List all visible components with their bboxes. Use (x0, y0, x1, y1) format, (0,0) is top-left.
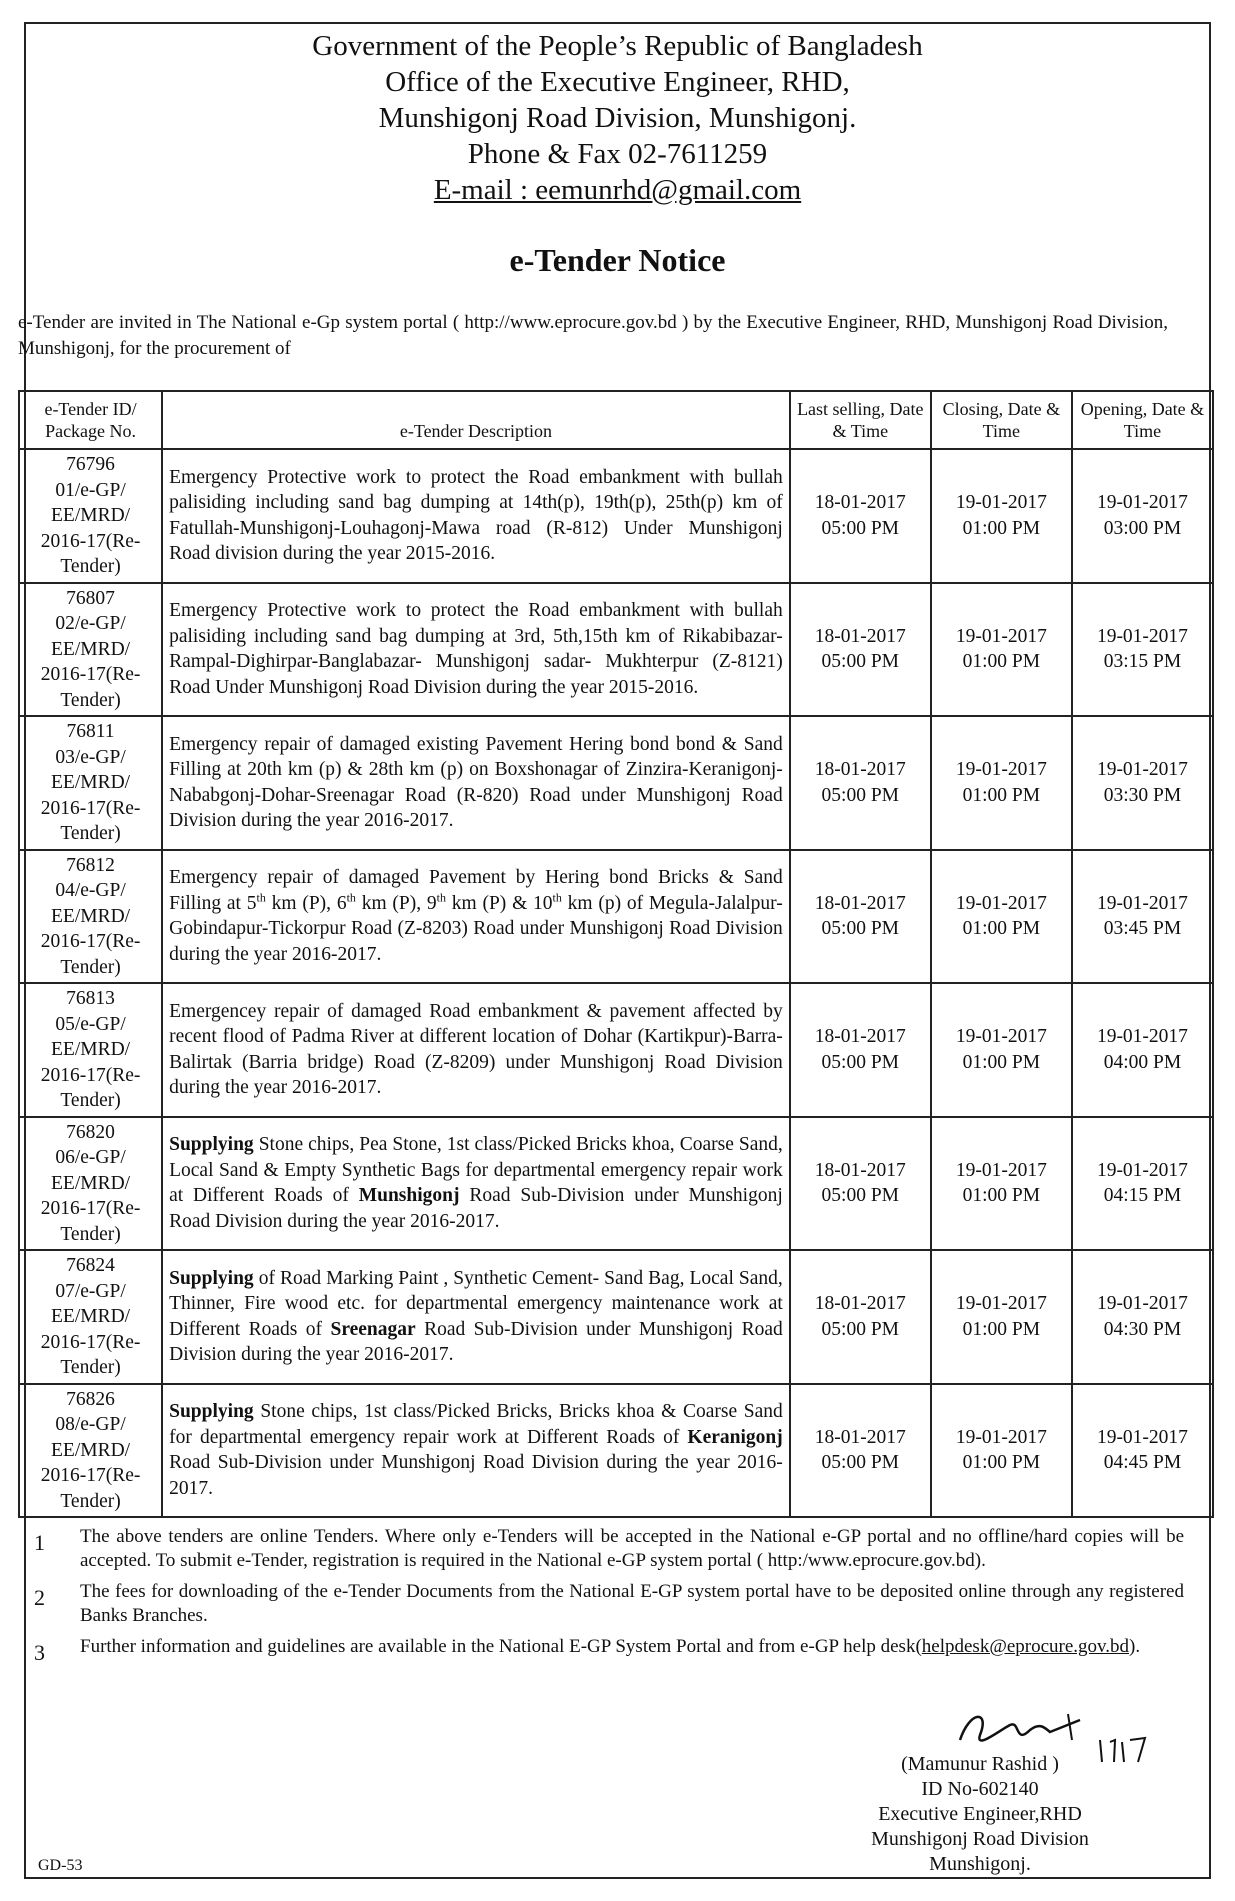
tender-id: 76826 (66, 1388, 115, 1410)
closing-cell (931, 716, 1072, 850)
time: 04:45 PM (1103, 1452, 1182, 1474)
footer-code: GD-53 (38, 1857, 83, 1874)
package-no: 2016-17(Re- (40, 1465, 141, 1486)
package-no: EE/MRD/ (51, 905, 131, 927)
package-no: EE/MRD/ (51, 1439, 131, 1461)
table-row (19, 449, 1213, 583)
date: 18-01-2017 (814, 1293, 906, 1315)
package-no: Tender) (60, 1357, 121, 1378)
date: 19-01-2017 (1096, 625, 1188, 647)
opening-cell (1072, 716, 1213, 850)
package-no: 06/e-GP/ (55, 1147, 126, 1168)
tender-id: 76811 (66, 721, 115, 742)
date: 19-01-2017 (955, 759, 1047, 781)
desc-part: of Road Marking Paint , Synthetic Cement- Sand Bag, Local Sand, Thinner, Fire wood etc. for departmental emergency maintenance work at Different Roads of (169, 1267, 783, 1340)
note-item (34, 1580, 1184, 1628)
package-no: 2016-17(Re- (40, 1064, 141, 1086)
opening-cell (1072, 983, 1213, 1117)
closing-cell (931, 850, 1072, 984)
package-no: EE/MRD/ (51, 1039, 131, 1060)
time: 01:00 PM (962, 651, 1041, 673)
note-text-part: Further information and guidelines are available in the National E-GP System Portal and from e-GP help desk( (80, 1636, 922, 1657)
note-text: The fees for downloading of the e-Tender Documents from the National E-GP system portal have to be deposited online through any registered Banks Branches. (80, 1581, 1184, 1626)
package-no: EE/MRD/ (51, 1172, 131, 1194)
notes-list (34, 1525, 1184, 1672)
desc-part: Road Sub-Division under Munshigonj Road Division during the year 2016-2017. (169, 1318, 783, 1366)
package-no: EE/MRD/ (51, 1306, 131, 1327)
last-selling-cell (790, 449, 931, 583)
package-no: Tender) (60, 689, 121, 711)
date: 19-01-2017 (955, 492, 1047, 514)
note-text (80, 1635, 1184, 1665)
desc-bold: Supplying (169, 1267, 254, 1289)
signer-designation: Executive Engineer,RHD (878, 1803, 1082, 1825)
date: 19-01-2017 (1096, 1026, 1188, 1048)
opening-cell (1072, 1117, 1213, 1251)
desc-bold: Munshigonj (358, 1185, 460, 1207)
package-no: 03/e-GP/ (55, 746, 126, 768)
desc-part: km (P), 9 (355, 892, 437, 914)
closing-cell (931, 983, 1072, 1117)
date: 19-01-2017 (1096, 1293, 1188, 1315)
package-no: 2016-17(Re- (40, 530, 141, 552)
page-title: e-Tender Notice (509, 242, 726, 278)
package-no: Tender) (60, 1223, 121, 1245)
desc-bold: Supplying (169, 1134, 254, 1156)
package-no: 2016-17(Re- (40, 931, 141, 952)
time: 01:00 PM (962, 1318, 1041, 1340)
header-last-selling: Last selling, Date & Time (790, 391, 931, 449)
desc-part: Road Sub-Division under Munshigonj Road Division during the year 2016-2017. (169, 1452, 783, 1499)
date: 18-01-2017 (814, 1026, 906, 1048)
time: 05:00 PM (821, 651, 900, 673)
helpdesk-email-link[interactable]: helpdesk@eprocure.gov.bd (921, 1636, 1130, 1657)
table-row (19, 1384, 1213, 1518)
package-no: Tender) (60, 556, 121, 577)
signer-division: Munshigonj Road Division (871, 1828, 1089, 1850)
date: 18-01-2017 (814, 625, 906, 647)
time: 01:00 PM (962, 1185, 1041, 1207)
tender-description (162, 1250, 790, 1384)
date: 19-01-2017 (955, 1426, 1047, 1448)
desc-part: km (P), 6 (265, 892, 347, 914)
time: 01:00 PM (962, 517, 1041, 539)
last-selling-cell (790, 1117, 931, 1251)
signer-place: Munshigonj. (929, 1853, 1031, 1875)
header-division: Munshigonj Road Division, Munshigonj. (378, 102, 857, 134)
ordinal-suffix: th (552, 890, 562, 905)
tender-id-cell (19, 1117, 162, 1251)
header-closing: Closing, Date & Time (931, 391, 1072, 449)
tender-description (162, 850, 790, 984)
package-no: 2016-17(Re- (40, 1331, 141, 1353)
tender-id: 76807 (66, 587, 115, 609)
date: 19-01-2017 (955, 1159, 1047, 1181)
ordinal-suffix: th (346, 890, 356, 905)
signer-id: ID No-602140 (921, 1778, 1039, 1800)
ordinal-suffix: th (256, 890, 266, 905)
closing-cell (931, 449, 1072, 583)
package-no: EE/MRD/ (51, 638, 131, 660)
time: 05:00 PM (821, 784, 900, 806)
time: 01:00 PM (962, 1452, 1041, 1474)
time: 03:00 PM (1103, 517, 1182, 539)
date: 18-01-2017 (814, 492, 906, 514)
desc-bold: Supplying (169, 1401, 254, 1423)
last-selling-cell (790, 1250, 931, 1384)
tender-description: Emergency Protective work to protect the Road embankment with bullah palisiding including sand bag dumping at 14th(p), 19th(p), 25th(p) km of Fatullah-Munshigonj-Louhagonj-Mawa road (R-812) Under Munshigonj Road division during the year 2015-2016. (162, 449, 790, 583)
date: 19-01-2017 (1096, 1159, 1188, 1181)
table-row (19, 983, 1213, 1117)
date: 19-01-2017 (1096, 892, 1188, 914)
date: 19-01-2017 (1096, 1426, 1188, 1448)
date: 19-01-2017 (955, 892, 1047, 914)
table-row (19, 583, 1213, 717)
time: 04:15 PM (1103, 1185, 1182, 1207)
tender-description (162, 1384, 790, 1518)
time: 03:45 PM (1103, 918, 1182, 940)
date: 19-01-2017 (955, 625, 1047, 647)
date: 18-01-2017 (814, 1426, 906, 1448)
table-row (19, 850, 1213, 984)
package-no: EE/MRD/ (51, 505, 131, 526)
package-no: 2016-17(Re- (40, 1198, 141, 1219)
header-phone: Phone & Fax 02-7611259 (467, 138, 768, 170)
tender-description: Emergency repair of damaged existing Pavement Hering bond bond & Sand Filling at 20th km (p) & 28th km (p) on Boxshonagar of Zinzira-Keranigonj-Nababgonj-Dohar-Sreenagar Road (R-820) Road under Munshigonj Road Division during the year 2016-2017. (162, 716, 790, 850)
package-no: 02/e-GP/ (55, 613, 126, 634)
opening-cell (1072, 583, 1213, 717)
tender-description: Emergencey repair of damaged Road embankment & pavement affected by recent flood of Padma River at different location of Dohar (Kartikpur)-Barra-Balirtak (Barria bridge) Road (Z-8209) under Munshigonj Road Division during the year 2016-2017. (162, 983, 790, 1117)
tender-id-cell (19, 850, 162, 984)
date: 18-01-2017 (814, 1159, 906, 1181)
opening-cell (1072, 850, 1213, 984)
desc-part: Road Sub-Division under Munshigonj Road Division during the year 2016-2017. (169, 1185, 783, 1232)
time: 05:00 PM (821, 1318, 900, 1340)
tender-id: 76812 (66, 854, 115, 876)
opening-cell (1072, 1250, 1213, 1384)
note-number: 3 (34, 1640, 45, 1665)
note-text-part: ). (1129, 1636, 1141, 1657)
time: 04:00 PM (1103, 1051, 1182, 1073)
tender-table (18, 390, 1214, 1518)
last-selling-cell (790, 716, 931, 850)
time: 05:00 PM (821, 918, 900, 940)
note-number: 2 (34, 1585, 45, 1610)
package-no: Tender) (60, 1490, 121, 1512)
table-header-row (19, 391, 1213, 449)
closing-cell (931, 1384, 1072, 1518)
tender-id-cell (19, 1250, 162, 1384)
package-no: Tender) (60, 1090, 121, 1111)
tender-id: 76820 (66, 1121, 115, 1143)
package-no: Tender) (60, 956, 121, 978)
note-number: 1 (34, 1530, 45, 1555)
time: 05:00 PM (821, 517, 900, 539)
time: 01:00 PM (962, 1051, 1041, 1073)
time: 05:00 PM (821, 1452, 900, 1474)
package-no: Tender) (60, 823, 121, 844)
package-no: 04/e-GP/ (55, 880, 126, 901)
desc-bold: Keranigonj (687, 1426, 783, 1448)
time: 03:15 PM (1103, 651, 1182, 673)
closing-cell (931, 1117, 1072, 1251)
desc-part: Stone chips, 1st class/Picked Bricks, Bricks khoa & Coarse Sand for departmental emergency repair work at Different Roads of (169, 1401, 783, 1448)
tender-description: Emergency Protective work to protect the Road embankment with bullah palisiding including sand bag dumping at 3rd, 5th,15th km of Rikabibazar-Rampal-Dighirpar-Banglabazar- Munshigonj sadar- Mukhterpur (Z-8121) Road Under Munshigonj Road Division during the year 2015-2016. (162, 583, 790, 717)
header-email[interactable]: E-mail : eemunrhd@gmail.com (433, 174, 802, 206)
note-item (34, 1635, 1184, 1665)
date: 19-01-2017 (1096, 759, 1188, 781)
desc-part: km (P) & 10 (445, 892, 553, 914)
opening-cell (1072, 1384, 1213, 1518)
package-no: 05/e-GP/ (55, 1013, 126, 1035)
signer-name: (Mamunur Rashid ) (901, 1753, 1059, 1775)
time: 03:30 PM (1103, 784, 1182, 806)
tender-id-cell (19, 983, 162, 1117)
package-no: 07/e-GP/ (55, 1280, 126, 1302)
closing-cell (931, 583, 1072, 717)
package-no: 2016-17(Re- (40, 797, 141, 819)
date: 19-01-2017 (955, 1293, 1047, 1315)
opening-cell (1072, 449, 1213, 583)
tender-id-cell (19, 716, 162, 850)
date: 19-01-2017 (955, 1026, 1047, 1048)
signature-block (830, 1752, 1130, 1877)
ordinal-suffix: th (436, 890, 446, 905)
table-row (19, 1117, 1213, 1251)
time: 05:00 PM (821, 1051, 900, 1073)
header-opening: Opening, Date & Time (1072, 391, 1213, 449)
package-no: 08/e-GP/ (55, 1414, 126, 1435)
package-no: 01/e-GP/ (55, 479, 126, 501)
last-selling-cell (790, 850, 931, 984)
date: 18-01-2017 (814, 892, 906, 914)
package-no: EE/MRD/ (51, 772, 131, 793)
table-row (19, 716, 1213, 850)
time: 01:00 PM (962, 784, 1041, 806)
last-selling-cell (790, 1384, 931, 1518)
table-row (19, 1250, 1213, 1384)
header-description: e-Tender Description (162, 391, 790, 449)
desc-bold: Sreenagar (330, 1318, 416, 1340)
last-selling-cell (790, 583, 931, 717)
header-office: Office of the Executive Engineer, RHD, (385, 66, 850, 98)
header-government: Government of the People’s Republic of Bangladesh (312, 30, 923, 62)
note-text: The above tenders are online Tenders. Where only e-Tenders will be accepted in the National e-GP portal and no offline/hard copies will be accepted. To submit e-Tender, registration is required in the National e-GP system portal ( http:/www.eprocure.gov.bd). (80, 1526, 1184, 1571)
note-item (34, 1525, 1184, 1573)
time: 05:00 PM (821, 1185, 900, 1207)
date: 18-01-2017 (814, 759, 906, 781)
tender-id: 76824 (66, 1255, 115, 1276)
tender-id: 76813 (66, 988, 115, 1009)
intro-paragraph: e-Tender are invited in The National e-Gp system portal ( http://www.eprocure.gov.bd ) by the Executive Engineer, RHD, Munshigonj Road Division, Munshigonj, for the procurement of (18, 312, 1168, 359)
package-no: 2016-17(Re- (40, 664, 141, 685)
time: 01:00 PM (962, 918, 1041, 940)
closing-cell (931, 1250, 1072, 1384)
desc-part: Emergency repair of damaged Pavement by Hering bond Bricks & Sand Filling at 5 (169, 867, 783, 914)
header-id: e-Tender ID/ Package No. (19, 391, 162, 449)
tender-description (162, 1117, 790, 1251)
date: 19-01-2017 (1096, 492, 1188, 514)
desc-part: km (p) of Megula-Jalalpur-Gobindapur-Tickorpur Road (Z-8203) Road under Munshigonj Road Division during the year 2016-2017. (169, 892, 783, 965)
desc-part: Stone chips, Pea Stone, 1st class/Picked Bricks khoa, Coarse Sand, Local Sand & Empty Synthetic Bags for departmental emergency repair work at Different Roads of (169, 1134, 783, 1207)
tender-id-cell (19, 449, 162, 583)
time: 04:30 PM (1103, 1318, 1182, 1340)
last-selling-cell (790, 983, 931, 1117)
tender-id-cell (19, 583, 162, 717)
tender-id: 76796 (66, 454, 115, 475)
tender-id-cell (19, 1384, 162, 1518)
